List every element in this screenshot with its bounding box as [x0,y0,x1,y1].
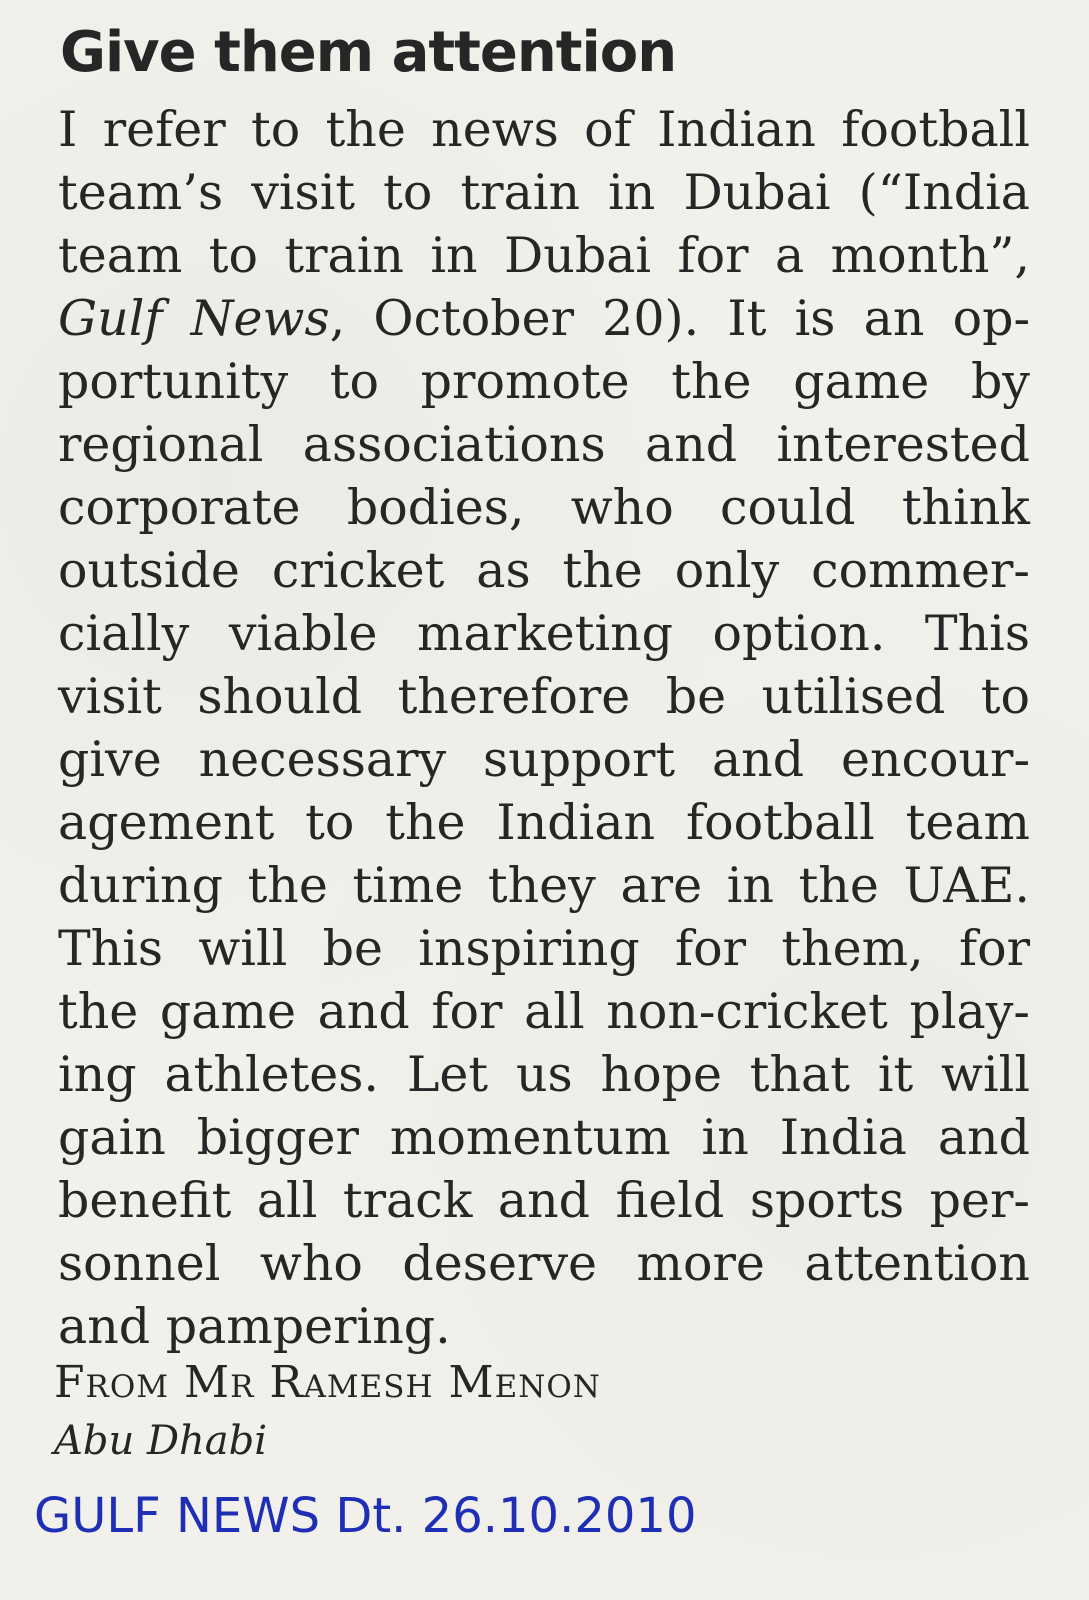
body-line [58,791,1030,854]
headline: Give them attention [60,20,677,85]
body-text: the game and for all non-cricket play- [58,983,1030,1040]
body-line [58,1106,1030,1169]
body-line [58,1043,1030,1106]
body-line [58,539,1030,602]
body-text: and pampering. [58,1298,451,1355]
body-line [58,476,1030,539]
body-line [58,161,1030,224]
byline: From Mr Ramesh Menon [54,1357,601,1408]
body-text: , October 20). It is an op- [329,290,1030,347]
body-text: ing athletes. Let us hope that it will [58,1046,1030,1103]
source-date-stamp: GULF NEWS Dt. 26.10.2010 [34,1488,697,1544]
body-line [58,917,1030,980]
body-text: sonnel who deserve more attention [58,1235,1030,1292]
body-line [58,413,1030,476]
body-text: corporate bodies, who could think [58,479,1030,536]
body-text: portunity to promote the game by [58,353,1030,410]
body-line [58,224,1030,287]
body-text: regional associations and interested [58,416,1030,473]
body-line [58,350,1030,413]
body-text: team’s visit to train in Dubai (“India [58,164,1030,221]
body-line [58,1169,1030,1232]
body-text: This will be inspiring for them, for [58,920,1030,977]
letter-body [58,98,1030,1358]
body-line [58,980,1030,1043]
body-text: benefit all track and field sports per- [58,1172,1030,1229]
body-text: visit should therefore be utilised to [58,668,1030,725]
body-text: gain bigger momentum in India and [58,1109,1030,1166]
body-line [58,287,1030,350]
body-line [58,665,1030,728]
body-text: I refer to the news of Indian football [58,101,1030,158]
body-line [58,728,1030,791]
byline-location: Abu Dhabi [54,1418,268,1464]
body-line [58,1232,1030,1295]
body-text: give necessary support and encour- [58,731,1030,788]
body-line [58,602,1030,665]
body-text: cially viable marketing option. This [58,605,1030,662]
body-line [58,854,1030,917]
body-text: outside cricket as the only commer- [58,542,1030,599]
body-line [58,1295,1030,1358]
publication-name: Gulf News [58,290,330,347]
body-text: during the time they are in the UAE. [58,857,1030,914]
body-text: team to train in Dubai for a month”, [58,227,1030,284]
body-line [58,98,1030,161]
body-text: agement to the Indian football team [58,794,1030,851]
